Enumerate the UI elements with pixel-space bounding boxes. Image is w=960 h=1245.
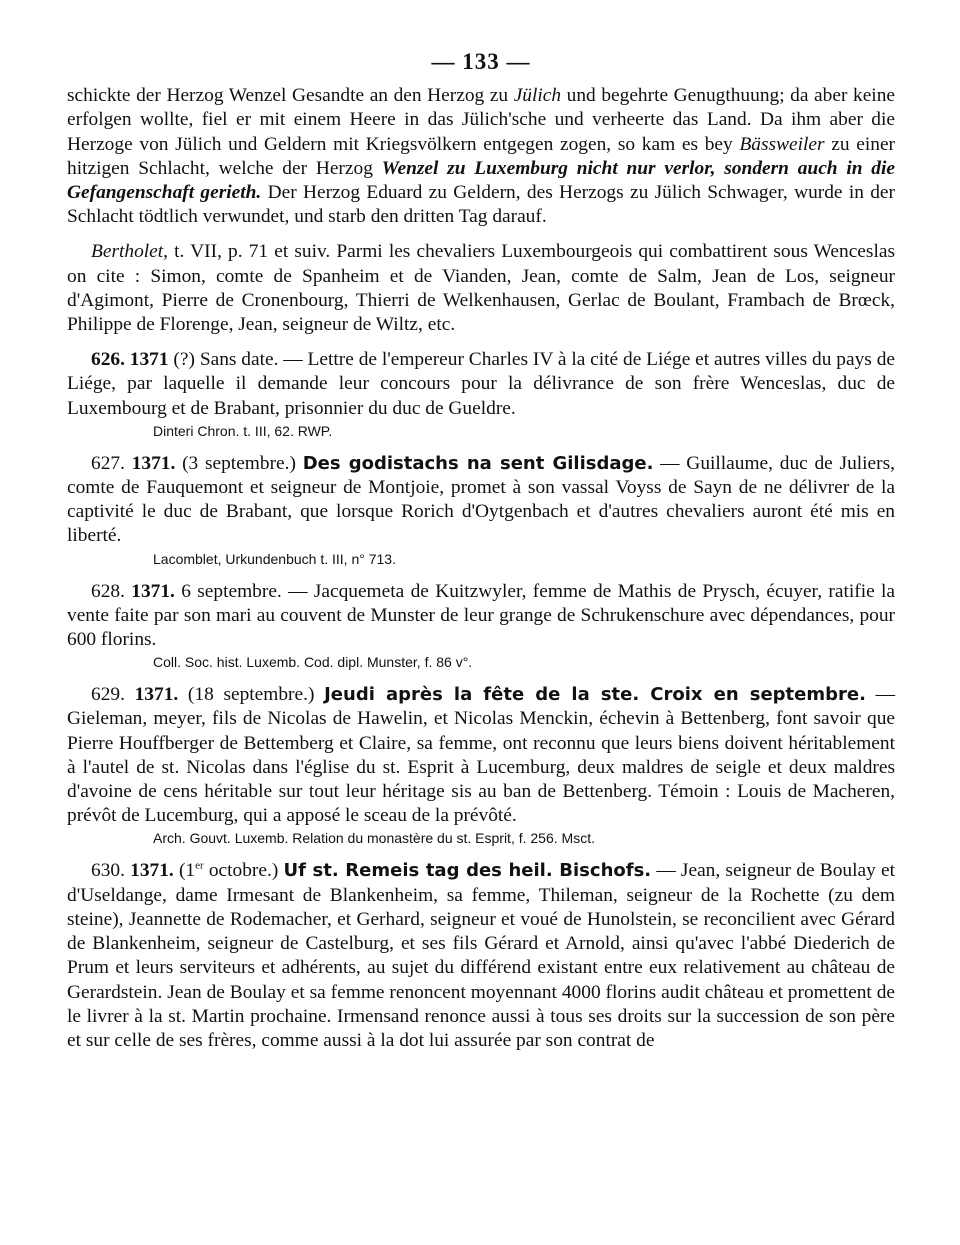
text-segment: Bertholet [91,241,164,263]
text-segment: und begehrte Genugthuung; da aber keine erfolgen wollte, fiel er mit einem Heere in das Jülich'sche und verheerte das Land. Da ihm aber die Herzoge von Jülich und Geldern mit Kriegsvölkern entgegen zogen, so kam es bey [67,85,895,155]
text-segment: Bässweiler [739,133,825,155]
text-segment: 626. 1371 [91,349,169,371]
text-segment: 1371. [131,452,176,474]
entry-paragraph [67,240,895,337]
source-citation: Dinteri Chron. t. III, 62. RWP. [153,422,333,439]
entry-paragraph [67,683,895,828]
entry-spacer [67,337,895,348]
text-segment: 628. [91,580,132,602]
text-segment: Wenzel zu Luxemburg nicht nur verlor, sondern auch in die Gefangenschaft gerieth. [67,157,895,204]
text-segment: (18 septembre.) [178,684,325,706]
entry-paragraph [67,859,895,1053]
text-segment: — Jean, seigneur de Boulay et d'Useldange, dame Irmesant de Blankenheim, sa femme, Thileman, seigneur de la Rochette (zu dem steine), Jeannette de Rodemacher, et Gerhard, seigneur et voué de Hunolstein, se reconcilient avec Gérard de Blankenheim, seigneur de Castelburg, et ses fils Gérard et Arnold, ainsi qu'avec l'abbé Diederich de Prum et leurs serviteurs et adhérents, au sujet du différend existant entre eux relativement au château de Gerardstein. Jean de Boulay et sa femme renoncent moyennant 4000 florins audit château et promettent de le livrer à la st. Martin prochaine. Irmensand renonce aussi à tous ses droits sur la succession de son père et sur celle de ses frères, comme aussi à la dot lui assurée par son contrat de [67,860,895,1051]
text-segment: 1371. [131,580,175,602]
text-segment: 627. [91,452,132,474]
source-citation: Arch. Gouvt. Luxemb. Relation du monastère du st. Esprit, f. 256. Msct. [153,830,595,847]
entry-paragraph [67,452,895,549]
entries-container [67,84,895,1053]
text-segment: Der Herzog Eduard zu Geldern, des Herzogs zu Jülich Schwager, wurde in der Schlacht tödtlich verwundet, und starb den dritten Tag darauf. [67,182,895,228]
entry-paragraph [67,348,895,421]
page-number: — 133 — [431,49,531,74]
text-segment: 6 septembre. — Jacquemeta de Kuitzwyler, femme de Mathis de Prysch, écuyer, ratifie la vente faite par son mari au couvent de Munster de leur grange de Schrukenschure avec dépendances, pour 600 florins. [67,580,896,651]
text-segment: octobre.) [203,860,284,882]
text-segment: 630. [91,860,131,882]
text-segment: 1371. [130,860,174,882]
text-segment: (?) Sans date. — Lettre de l'empereur Charles IV à la cité de Liége et autres villes du pays de Liége, par laquelle il demande leur concours pour la délivrance de son frère Wenceslas, duc de Luxembourg et de Brabant, prisonnier du duc de Gueldre. [67,349,896,419]
entry-spacer [67,672,895,683]
entry-spacer [67,848,895,859]
text-segment: — Gieleman, meyer, fils de Nicolas de Hawelin, et Nicolas Menckin, échevin à Bettenberg, font savoir que Pierre Houffberger de Bettemberg et Claire, sa femme, ont reconnu que leurs biens doivent héritablement à l'autel de st. Nicolas dans l'église du st. Esprit à Lucemburg, deux maldres de seigle et deux maldres d'avoine de cens héritable sur tout leur héritage sis au ban de Bettenberg. Témoin : Louis de Macheren, prévôt de Lucemburg, qui a apposé le sceau de la prévôté. [67,684,895,827]
source-citation: Lacomblet, Urkundenbuch t. III, n° 713. [153,550,396,567]
entry-spacer [67,569,895,580]
text-segment: (1 [173,860,196,882]
text-segment: , t. VII, p. 71 et suiv. Parmi les chevaliers Luxembourgeois qui combattirent sous Wenceslas on cite : Simon, comte de Spanheim et de Vianden, Jean, comte de Salm, Jean de Los, seigneur d'Agimont, Pierre de Cronenbourg, Thierri de Welkenhausen, Gerlac de Boulant, Frambach de Brœck, Philippe de Florenge, Jean, seigneur de Wiltz, etc. [67,241,895,336]
entry-paragraph [67,84,895,229]
text-segment: — Guillaume, duc de Juliers, comte de Fauquemont et seigneur de Montjoie, promet à son vassal Voyss de Sayn de ne délivrer de la captivité le duc de Brabant, que lorsque Rorich d'Oytgenbach et d'autres chevaliers auront été mis en liberté. [67,452,896,547]
text-segment: schickte der Herzog Wenzel Gesandte an den Herzog zu [67,85,514,107]
text-segment: Des godistachs na sent Gilisdage. [302,452,654,474]
entry-spacer [67,441,895,452]
text-segment: zu einer hitzigen Schlacht, welche der Herzog [67,133,896,179]
text-segment: (3 septembre.) [175,452,303,474]
text-segment: Uf st. Remeis tag des heil. Bischofs. [283,860,652,882]
text-segment: Jeudi après la fête de la ste. Croix en septembre. [324,684,866,706]
document-page [67,50,895,1053]
entry-spacer [67,229,895,240]
entry-paragraph [67,580,895,653]
text-segment: Jülich [513,85,562,107]
text-segment: er [195,860,204,873]
text-segment: 629. [91,684,135,706]
source-citation: Coll. Soc. hist. Luxemb. Cod. dipl. Munster, f. 86 v°. [153,654,473,671]
text-segment: 1371. [134,684,179,706]
